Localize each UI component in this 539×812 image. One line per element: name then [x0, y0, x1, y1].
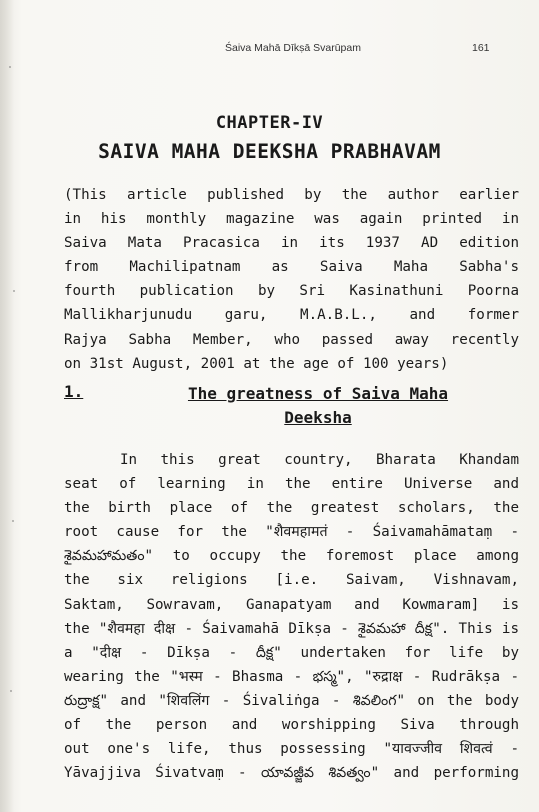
body-line: root cause for the "शैवमहामतं - Śaivamahāmataṃ -: [64, 524, 519, 541]
section-number: 1.: [64, 382, 84, 401]
body-line: the birth place of the greatest scholars, the: [64, 500, 519, 517]
note-line: (This article published by the author earlier: [64, 187, 519, 203]
running-head-title: Śaiva Mahā Dīkṣā Svarūpam: [225, 42, 361, 54]
body-line: Saktam, Sowravam, Ganapatyam and Kowmaram] is: [64, 596, 519, 613]
body-line: the "शैवमहा दीक्ष - Śaivamahā Dīkṣa - శైవమహా దీక్ష". This is: [64, 620, 519, 637]
scan-speck: [10, 690, 12, 692]
chapter-title: SAIVA MAHA DEEKSHA PRABHAVAM: [98, 140, 441, 163]
chapter-number: CHAPTER-IV: [215, 113, 324, 133]
note-line: Saiva Mata Pracasica in its 1937 AD edition: [64, 235, 519, 252]
scan-speck: [9, 66, 11, 68]
body-line: a "दीक्ष - Dīkṣa - దీక్ష" undertaken for life by: [64, 644, 519, 661]
body-line: Yāvajjiva Śivatvaṃ - యావజ్జీవ శివత్వం" and performing: [64, 765, 519, 782]
body-line: out one's life, thus possessing "यावज्जीव शिवत्वं -: [64, 741, 519, 758]
note-line: from Machilipatnam as Saiva Maha Sabha's: [64, 259, 519, 276]
scan-speck: [12, 520, 14, 522]
note-line: in his monthly magazine was again printed in: [64, 211, 519, 228]
body-line: శైవమహామతం" to occupy the foremost place among: [64, 548, 519, 565]
note-line: on 31st August, 2001 at the age of 100 years): [64, 355, 449, 372]
scan-speck: [13, 290, 15, 292]
body-paragraph: [64, 448, 519, 785]
section-heading: [64, 382, 519, 430]
body-line: wearing the "भस्म - Bhasma - భస్మ", "रुद्राक्ष - Rudrākṣa -: [64, 668, 519, 685]
publication-note: [64, 184, 519, 377]
body-line: the six religions [i.e. Saivam, Vishnavam,: [64, 572, 519, 589]
body-line: of the person and worshipping Siva through: [64, 717, 519, 734]
page-number: 161: [472, 42, 490, 54]
section-title: The greatness of Saiva Maha Deeksha: [187, 384, 449, 427]
body-line: seat of learning in the entire Universe and: [64, 476, 519, 493]
note-line: Rajya Sabha Member, who passed away recently: [64, 331, 519, 348]
note-line: fourth publication by Sri Kasinathuni Poorna: [64, 283, 519, 300]
body-line: రుద్రాక్ష" and "शिवलिंग - Śivaliṅga - శివలింగ" on the body: [64, 692, 519, 709]
note-line: Mallikharjunudu garu, M.A.B.L., and former: [64, 307, 519, 324]
body-line: In this great country, Bharata Khandam: [120, 452, 519, 468]
running-head: [0, 42, 539, 58]
